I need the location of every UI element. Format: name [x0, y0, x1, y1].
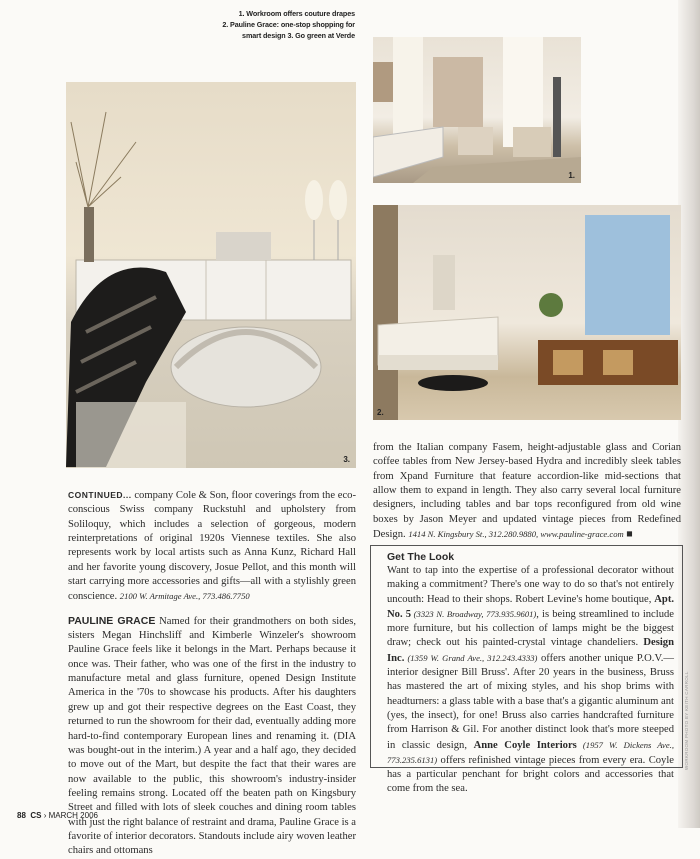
text: offers another unique P.O.V.—interior designer Bill Bruss'. After 20 years in the business, Bruss has mastered the art of mixing styles, and his shop brims with headturners: a glass table with a base that's a gigantic aluminum ant (yes, the insect), for one! Bruss also carries handcrafted furniture from Harrison & Gil. For another distinct look that's more steeped in classic design, — [387, 652, 674, 751]
sidebar-title: Get The Look — [387, 551, 455, 563]
page-number: 88 — [17, 811, 26, 820]
store-name: Apt. No. 5 — [387, 593, 674, 620]
photo-illustration — [373, 205, 681, 420]
text: , is being streamlined to include more furniture, but his collection of lamps might be the biggest draw; check out his painted-crystal vintage chandeliers. — [387, 608, 674, 649]
get-the-look-sidebar — [370, 545, 683, 795]
photo-verde-showroom — [66, 82, 356, 468]
paragraph-text: Named for their grandmothers on both sides, sisters Megan Hinchsliff and Kimberle Winzeler's showroom Pauline Grace feels like it belongs in the Mart. Perhaps because it once was. Their father, who was one of the first in the industry to manufacture metal and glass furniture, opened Design Institute America in the '70s to showcase his products. After his daughters grew up and got their respective degrees on the East Coast, they returned to run the showroom for their dad, eventually adding more hard-to-find contemporary European lines and renaming it. (DIA was bought-out in the interim.) A year and a half ago, they decided to move out of the Mart, but despite the fact that their wares are now available to the public, this showroom's industry-insider feeling remains strong. Located off the beaten path on Kingsbury Street and filled with lots of sleek couches and dining room tables with just the right balance of restraint and drama, Pauline Grace is a favorite of interior decorators. Standouts include airy woven leather chairs and ottomans — [68, 615, 356, 857]
issue-date: MARCH 2006 — [48, 811, 98, 820]
article-left-column — [68, 488, 356, 859]
text: Want to tap into the expertise of a professional decorator without making a commitment? There's one way to do so that's not entirely uncouth: Head to their shops. Robert Levine's home boutique, — [387, 565, 674, 605]
address: (3323 N. Broadway, 773.935.9601) — [411, 608, 537, 619]
continued-label: CONTINUED... — [68, 490, 132, 500]
photo-number: 2. — [377, 408, 384, 417]
photo-credit: WORKROOM PHOTO BY KEITH CARROLL — [684, 671, 689, 770]
paragraph-text: company Cole & Son, floor coverings from the eco-conscious Swiss company Ruckstuhl and upholstery from Soliloquy, which includes a selection of gorgeous, modern reinterpretations of original 1920s Viennese textiles. She also represents work by local artists such as Anna Kunz, Richard Hall and her favorite young discovery, Josue Pellot, and this month will start carrying more accessories and gifts—all with a stylishly green conscience. — [68, 490, 356, 603]
photo-number: 1. — [568, 171, 575, 180]
paragraph-text: from the Italian company Fasem, height-adjustable glass and Corian coffee tables from New Jersey-based Hydra and incredibly sleek tables from Xpand Furniture that feature accordion-like mid-sections that allow them to expand in length. They also carry several local furniture designers, including tables and bar tops reconfigured from old wine boxes by Jason Meyer and updated vintage pieces from Redefined Design. — [373, 442, 681, 541]
magazine-name: CS — [30, 811, 42, 820]
photo-illustration — [373, 37, 581, 183]
arrow-icon: › — [43, 811, 47, 820]
article-paragraph — [68, 488, 356, 605]
section-heading: PAULINE GRACE — [68, 614, 156, 627]
caption-line: smart design 3. Go green at Verde — [242, 31, 355, 40]
photo-caption — [200, 8, 355, 41]
page-footer — [17, 811, 98, 820]
sidebar-text — [387, 564, 674, 797]
address: (1359 W. Grand Ave., 312.243.4333) — [404, 652, 538, 663]
caption-line: 1. Workroom offers couture drapes — [238, 9, 355, 18]
store-name: Design Inc. — [387, 637, 674, 664]
photo-workroom — [373, 37, 581, 183]
photo-pauline-grace — [373, 205, 681, 420]
article-paragraph — [373, 441, 681, 542]
text: offers refinished vintage pieces from every era. Coyle has a particular penchant for bright colors and accessories that come from the sea. — [387, 754, 674, 795]
photo-number: 3. — [343, 455, 350, 464]
article-right-column — [373, 441, 681, 542]
caption-line: 2. Pauline Grace: one-stop shopping for — [222, 20, 355, 29]
address: 1414 N. Kingsbury St., 312.280.9880, www.pauline-grace.com — [408, 529, 624, 540]
end-mark: ■ — [623, 529, 633, 541]
article-paragraph — [68, 614, 356, 859]
photo-illustration — [66, 82, 356, 468]
address: 2100 W. Armitage Ave., 773.486.7750 — [119, 591, 250, 602]
address: (1957 W. Dickens Ave., 773.235.6131) — [387, 739, 674, 765]
store-name: Anne Coyle Interiors — [473, 739, 577, 751]
